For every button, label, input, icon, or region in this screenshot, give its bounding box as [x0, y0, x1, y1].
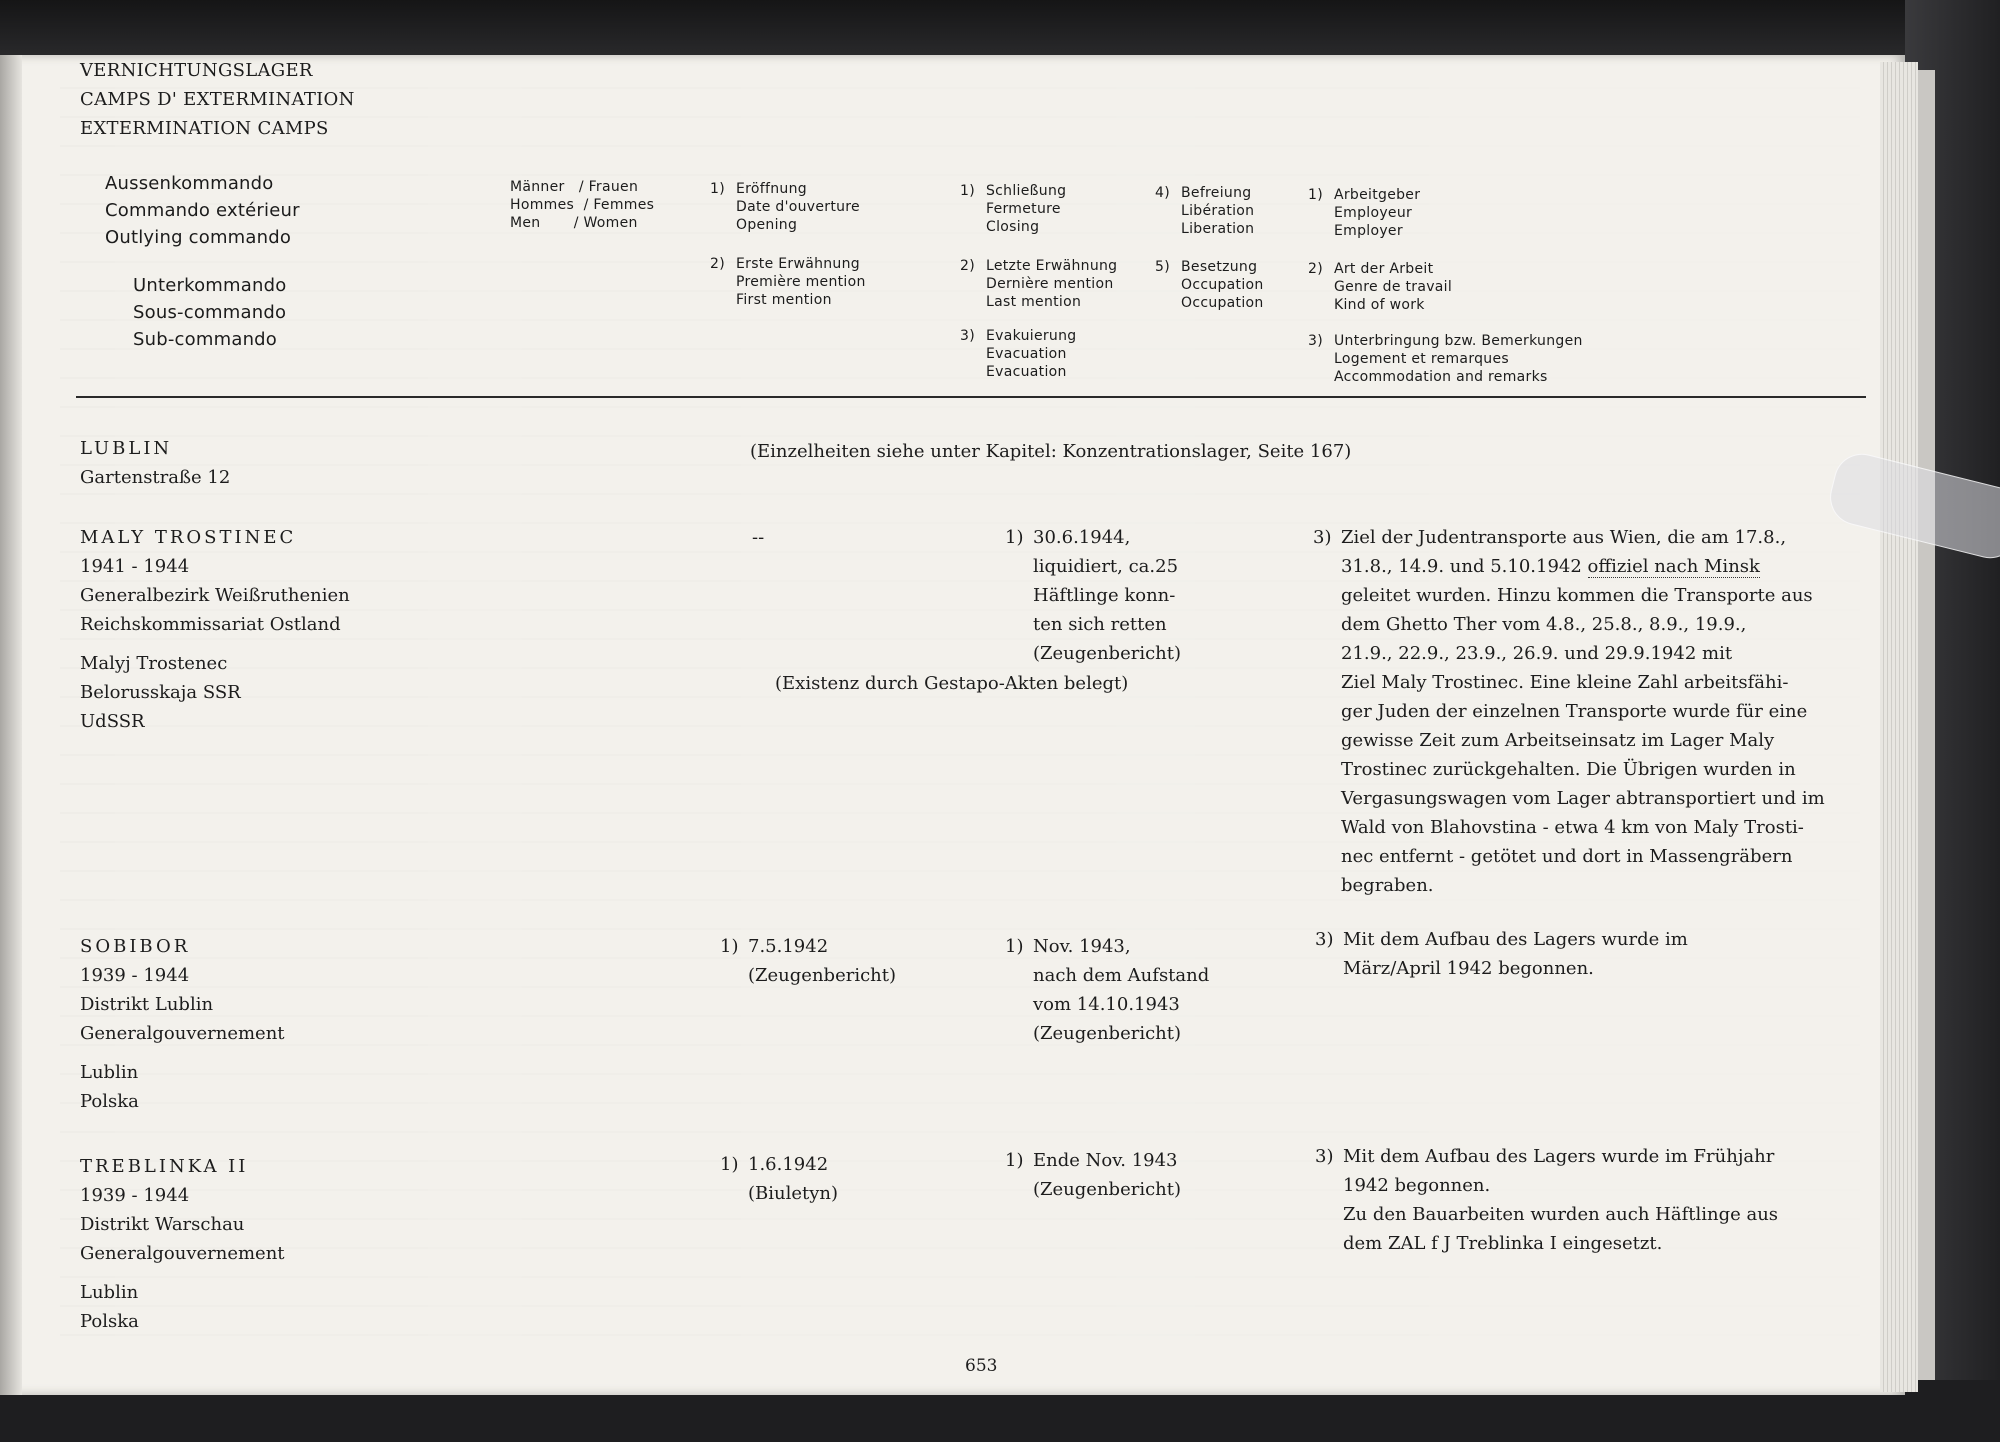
- remarks-text: Vergasungswagen vom Lager abtransportiert und im: [1341, 788, 1825, 809]
- legend-accommodation: [1308, 332, 1583, 386]
- remarks-text: geleitet wurden. Hinzu kommen die Transporte aus: [1341, 585, 1813, 606]
- legend-gender-fr: Hommes / Femmes: [510, 197, 655, 213]
- entry-maly-location: [80, 523, 350, 736]
- header-divider: [76, 396, 1866, 398]
- header-title-de: VERNICHTUNGSLAGER: [80, 60, 313, 81]
- remarks-underlined-text: offiziel nach Minsk: [1587, 556, 1760, 577]
- legend-num: 1): [960, 183, 975, 199]
- closing-num: 1): [1005, 936, 1024, 957]
- legend-num: 4): [1155, 185, 1170, 201]
- entry-address: Gartenstraße 12: [80, 467, 231, 488]
- page-edges: [1880, 62, 1918, 1392]
- legend-gender-en: Men / Women: [510, 215, 638, 231]
- remarks-text: dem ZAL f J Treblinka I eingesetzt.: [1343, 1233, 1663, 1254]
- remarks-text: gewisse Zeit zum Arbeitseinsatz im Lager Maly: [1341, 730, 1775, 751]
- entry-sobibor-closing: [1005, 932, 1209, 1048]
- entry-years: 1939 - 1944: [80, 1185, 190, 1206]
- entry-city: Lublin: [80, 1062, 139, 1083]
- entry-treblinka-closing: [1005, 1146, 1181, 1204]
- entry-treblinka-opening: [720, 1150, 838, 1208]
- legend-evacuation: [960, 327, 1076, 381]
- remarks-text: Wald von Blahovstina - etwa 4 km von Maly Trosti-: [1341, 817, 1804, 838]
- legend-text: Erste Erwähnung: [736, 256, 860, 272]
- opening-text: 1.6.1942: [748, 1154, 829, 1175]
- legend-occupation: [1155, 258, 1264, 312]
- legend-text: Schließung: [986, 183, 1067, 199]
- remarks-text: 1942 begonnen.: [1343, 1175, 1491, 1196]
- legend-text: Occupation: [1181, 277, 1264, 293]
- closing-text: nach dem Aufstand: [1033, 965, 1210, 986]
- legend-text: Kind of work: [1334, 297, 1425, 313]
- legend-text: Première mention: [736, 274, 866, 290]
- sub-fr: Sous-commando: [133, 302, 287, 323]
- header-title-en: EXTERMINATION CAMPS: [80, 118, 329, 139]
- entry-district: Distrikt Lublin: [80, 994, 214, 1015]
- legend-text: Besetzung: [1181, 259, 1258, 275]
- entry-years: 1939 - 1944: [80, 965, 190, 986]
- remarks-text: 31.8., 14.9. und 5.10.1942: [1341, 556, 1588, 577]
- sub-en: Sub-commando: [133, 329, 278, 350]
- legend-text: Liberation: [1181, 221, 1255, 237]
- page-stack-edge: [1915, 70, 1935, 1380]
- remarks-text: Zu den Bauarbeiten wurden auch Häftlinge aus: [1343, 1204, 1779, 1225]
- opening-num: 1): [720, 936, 739, 957]
- legend-text: Eröffnung: [736, 181, 807, 197]
- remarks-text: Ziel der Judentransporte aus Wien, die am 17.8.,: [1341, 527, 1787, 548]
- legend-num: 2): [960, 258, 975, 274]
- closing-text: (Zeugenbericht): [1033, 643, 1182, 664]
- opening-text: 7.5.1942: [748, 936, 829, 957]
- remarks-text: ger Juden der einzelnen Transporte wurde für eine: [1341, 701, 1808, 722]
- legend-text: Accommodation and remarks: [1334, 369, 1548, 385]
- entry-country: Polska: [80, 1311, 139, 1332]
- legend-text: Opening: [736, 217, 798, 233]
- header-titles: [80, 56, 355, 143]
- closing-text: Häftlinge konn-: [1033, 585, 1176, 606]
- remarks-num: 3): [1313, 527, 1332, 548]
- entry-name: LUBLIN: [80, 438, 173, 459]
- remarks-num: 3): [1315, 1146, 1334, 1167]
- legend-text: Evacuation: [986, 364, 1067, 380]
- legend-closing: [960, 182, 1066, 236]
- legend-num: 1): [710, 181, 725, 197]
- closing-text: (Zeugenbericht): [1033, 1179, 1182, 1200]
- backdrop-top: [0, 0, 2000, 62]
- legend-text: Last mention: [986, 294, 1082, 310]
- legend-text: Closing: [986, 219, 1040, 235]
- remarks-text: nec entfernt - getötet und dort in Massengräbern: [1341, 846, 1793, 867]
- legend-text: Evacuation: [986, 346, 1067, 362]
- closing-text: vom 14.10.1943: [1033, 994, 1180, 1015]
- legend-text: Employer: [1334, 223, 1403, 239]
- closing-num: 1): [1005, 527, 1024, 548]
- legend-last-mention: [960, 257, 1117, 311]
- legend-text: Arbeitgeber: [1334, 187, 1421, 203]
- sub-de: Unterkommando: [133, 275, 287, 296]
- header-title-fr: CAMPS D' EXTERMINATION: [80, 89, 355, 110]
- entry-maly-remarks: [1313, 523, 1825, 900]
- legend-text: Logement et remarques: [1334, 351, 1509, 367]
- closing-num: 1): [1005, 1150, 1024, 1171]
- entry-lublin-location: [80, 434, 230, 492]
- entry-name: MALY TROSTINEC: [80, 527, 297, 548]
- legend-text: Genre de travail: [1334, 279, 1453, 295]
- outlying-en: Outlying commando: [105, 227, 292, 248]
- legend-text: Libération: [1181, 203, 1255, 219]
- legend-gender: [510, 178, 654, 232]
- entry-lublin-note: (Einzelheiten siehe unter Kapitel: Konzentrationslager, Seite 167): [750, 441, 1352, 462]
- book-spine: [0, 55, 22, 1395]
- entry-treblinka-remarks: [1315, 1142, 1778, 1258]
- legend-liberation: [1155, 184, 1254, 238]
- legend-text: Dernière mention: [986, 276, 1114, 292]
- remarks-text: begraben.: [1341, 875, 1434, 896]
- remarks-text: dem Ghetto Ther vom 4.8., 25.8., 8.9., 19.9.,: [1341, 614, 1747, 635]
- legend-text: Unterbringung bzw. Bemerkungen: [1334, 333, 1583, 349]
- remarks-text: Trostinec zurückgehalten. Die Übrigen wurden in: [1341, 759, 1796, 780]
- legend-text: Art der Arbeit: [1334, 261, 1434, 277]
- entry-country: UdSSR: [80, 711, 145, 732]
- closing-text: liquidiert, ca.25: [1033, 556, 1179, 577]
- entry-maly-closing: [1005, 523, 1181, 668]
- entry-district: Distrikt Warschau: [80, 1214, 245, 1235]
- entry-sobibor-location: [80, 932, 285, 1116]
- legend-text: Employeur: [1334, 205, 1413, 221]
- legend-text: Fermeture: [986, 201, 1061, 217]
- legend-text: Date d'ouverture: [736, 199, 860, 215]
- opening-text: (Zeugenbericht): [748, 965, 897, 986]
- legend-num: 3): [1308, 333, 1323, 349]
- page-number: 653: [965, 1356, 998, 1376]
- sub-commando-label: [133, 272, 286, 353]
- opening-num: 1): [720, 1154, 739, 1175]
- legend-first-mention: [710, 255, 866, 309]
- closing-text: ten sich retten: [1033, 614, 1167, 635]
- closing-text: Nov. 1943,: [1033, 936, 1131, 957]
- entry-maly-opening: --: [752, 527, 765, 548]
- entry-name: TREBLINKA II: [80, 1156, 249, 1177]
- legend-num: 2): [1308, 261, 1323, 277]
- remarks-num: 3): [1315, 929, 1334, 950]
- legend-text: Occupation: [1181, 295, 1264, 311]
- remarks-text: Mit dem Aufbau des Lagers wurde im Frühjahr: [1343, 1146, 1775, 1167]
- entry-treblinka-location: [80, 1152, 285, 1336]
- legend-kind-of-work: [1308, 260, 1452, 314]
- outlying-fr: Commando extérieur: [105, 200, 300, 221]
- entry-region: Generalgouvernement: [80, 1243, 285, 1264]
- entry-district: Generalbezirk Weißruthenien: [80, 585, 350, 606]
- entry-maly-existence: (Existenz durch Gestapo-Akten belegt): [775, 673, 1129, 694]
- remarks-text: 21.9., 22.9., 23.9., 26.9. und 29.9.1942 mit: [1341, 643, 1733, 664]
- legend-num: 3): [960, 328, 975, 344]
- remarks-text: Mit dem Aufbau des Lagers wurde im: [1343, 929, 1688, 950]
- outlying-commando-label: [105, 170, 300, 251]
- entry-local-name: Malyj Trostenec: [80, 653, 228, 674]
- entry-region: Reichskommissariat Ostland: [80, 614, 341, 635]
- remarks-text: Ziel Maly Trostinec. Eine kleine Zahl arbeitsfähi-: [1341, 672, 1789, 693]
- remarks-text: März/April 1942 begonnen.: [1343, 958, 1594, 979]
- legend-text: Letzte Erwähnung: [986, 258, 1118, 274]
- entry-country: Polska: [80, 1091, 139, 1112]
- entry-sobibor-opening: [720, 932, 896, 990]
- entry-region: Generalgouvernement: [80, 1023, 285, 1044]
- closing-text: Ende Nov. 1943: [1033, 1150, 1178, 1171]
- entry-name: SOBIBOR: [80, 936, 191, 957]
- opening-text: (Biuletyn): [748, 1183, 839, 1204]
- closing-text: 30.6.1944,: [1033, 527, 1131, 548]
- legend-text: First mention: [736, 292, 832, 308]
- closing-text: (Zeugenbericht): [1033, 1023, 1182, 1044]
- legend-text: Befreiung: [1181, 185, 1252, 201]
- entry-city: Lublin: [80, 1282, 139, 1303]
- legend-num: 5): [1155, 259, 1170, 275]
- legend-gender-de: Männer / Frauen: [510, 179, 639, 195]
- legend-employer: [1308, 186, 1420, 240]
- entry-republic: Belorusskaja SSR: [80, 682, 241, 703]
- legend-text: Evakuierung: [986, 328, 1077, 344]
- legend-num: 2): [710, 256, 725, 272]
- entry-sobibor-remarks: [1315, 925, 1688, 983]
- outlying-de: Aussenkommando: [105, 173, 274, 194]
- legend-opening: [710, 180, 860, 234]
- entry-years: 1941 - 1944: [80, 556, 190, 577]
- legend-num: 1): [1308, 187, 1323, 203]
